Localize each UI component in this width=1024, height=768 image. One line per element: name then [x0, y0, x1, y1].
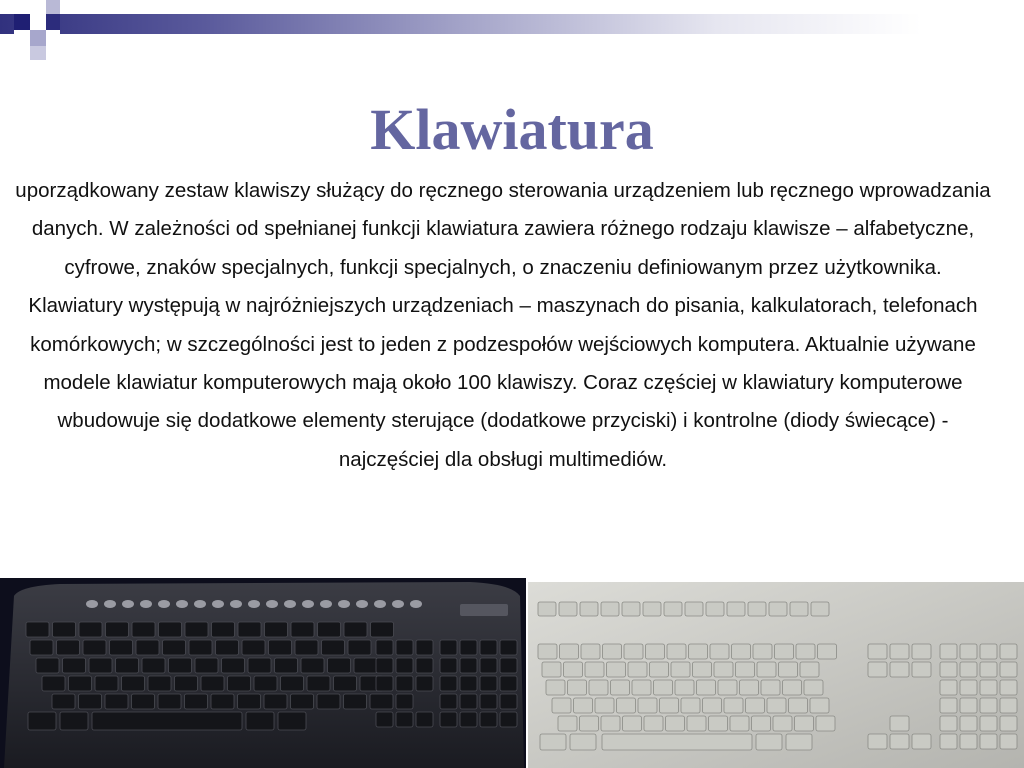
keyboard-key	[706, 602, 724, 616]
keyboard-key	[980, 716, 997, 731]
keyboard-key	[148, 676, 171, 691]
keyboard-key	[136, 640, 159, 655]
keyboard-key	[185, 694, 208, 709]
keyboard-key	[912, 734, 931, 749]
keyboard-key	[667, 644, 686, 659]
keyboard-key	[211, 694, 234, 709]
keyboard-key	[558, 716, 577, 731]
keyboard-key	[643, 602, 661, 616]
media-button	[176, 600, 188, 608]
keyboard-key	[440, 658, 457, 673]
keyboard-key	[732, 644, 751, 659]
keyboard-key	[480, 694, 497, 709]
keyboard-key	[132, 694, 155, 709]
keyboard-key	[106, 622, 129, 637]
keyboard-key	[786, 734, 812, 750]
keyboard-key	[132, 622, 155, 637]
keyboard-key	[500, 640, 517, 655]
media-button	[320, 600, 332, 608]
keyboard-key	[790, 602, 808, 616]
keyboard-key	[376, 712, 393, 727]
keyboard-key	[736, 662, 755, 677]
keyboard-key	[617, 698, 636, 713]
keyboard-key	[371, 622, 394, 637]
keyboard-key	[574, 698, 593, 713]
keyboard-key	[334, 676, 357, 691]
keyboard-key	[69, 676, 92, 691]
keyboard-key	[748, 602, 766, 616]
keyboard-key	[110, 640, 133, 655]
keyboard-key	[646, 644, 665, 659]
keyboard-key	[703, 698, 722, 713]
keyboard-key	[228, 676, 251, 691]
keyboard-key	[693, 662, 712, 677]
keyboard-key	[624, 644, 643, 659]
media-button	[194, 600, 206, 608]
keyboard-key	[201, 676, 224, 691]
keyboard-key	[238, 622, 261, 637]
keyboard-key	[559, 602, 577, 616]
keyboard-key	[269, 640, 292, 655]
keyboard-key	[538, 644, 557, 659]
keyboard-key	[540, 734, 566, 750]
keyboard-key	[775, 644, 794, 659]
keyboard-key	[546, 680, 565, 695]
keyboard-key	[376, 658, 393, 673]
black-keyboard-photo	[0, 578, 526, 768]
keyboard-key	[671, 662, 690, 677]
keyboard-key	[804, 680, 823, 695]
deco-square	[30, 0, 46, 14]
keyboard-key	[440, 712, 457, 727]
header-decoration	[0, 0, 1024, 64]
keyboard-key	[328, 658, 351, 673]
keyboard-key	[761, 680, 780, 695]
keyboard-key	[318, 622, 341, 637]
keyboard-key	[912, 644, 931, 659]
media-button	[392, 600, 404, 608]
keyboard-key	[580, 602, 598, 616]
keyboard-key	[1000, 698, 1017, 713]
keyboard-key	[63, 658, 86, 673]
media-button	[374, 600, 386, 608]
deco-square	[30, 30, 46, 46]
media-button	[230, 600, 242, 608]
keyboard-key	[757, 662, 776, 677]
keyboard-key	[697, 680, 716, 695]
keyboard-key	[460, 694, 477, 709]
keyboard-key	[912, 662, 931, 677]
keyboard-key	[890, 644, 909, 659]
keyboard-key	[868, 644, 887, 659]
keyboard-key	[601, 716, 620, 731]
keyboard-key	[57, 640, 80, 655]
white-keyboard-photo	[528, 582, 1024, 768]
slide-body	[8, 172, 998, 479]
keyboard-key	[611, 680, 630, 695]
media-button	[104, 600, 116, 608]
media-button	[338, 600, 350, 608]
keyboard-key	[83, 640, 106, 655]
keyboard-key	[440, 640, 457, 655]
keyboard-key	[79, 694, 102, 709]
keyboard-key	[710, 644, 729, 659]
keyboard-key	[307, 676, 330, 691]
keyboard-key	[500, 694, 517, 709]
media-button	[248, 600, 260, 608]
keyboard-key	[89, 658, 112, 673]
keyboard-key	[116, 658, 139, 673]
keyboard-key	[275, 658, 298, 673]
keyboard-key	[568, 680, 587, 695]
keyboard-key	[246, 712, 274, 730]
keyboard-key	[396, 712, 413, 727]
keyboard-key	[730, 716, 749, 731]
keyboard-key	[795, 716, 814, 731]
keyboard-key	[248, 658, 271, 673]
keyboard-key	[623, 716, 642, 731]
keyboard-key	[1000, 662, 1017, 677]
media-button	[158, 600, 170, 608]
keyboard-key	[727, 602, 745, 616]
keyboard-key	[890, 716, 909, 731]
keyboard-key	[940, 662, 957, 677]
slide-title: Klawiatura	[370, 97, 654, 162]
media-button	[86, 600, 98, 608]
keyboard-key	[254, 676, 277, 691]
keyboard-key	[53, 622, 76, 637]
keyboard-key	[416, 676, 433, 691]
keyboard-key	[440, 676, 457, 691]
keyboard-key	[92, 712, 242, 730]
keyboard-key	[396, 694, 413, 709]
keyboard-key	[291, 694, 314, 709]
keyboard-key	[26, 622, 49, 637]
keyboard-key	[660, 698, 679, 713]
keyboard-key	[552, 698, 571, 713]
keyboard-key	[376, 676, 393, 691]
keyboard-key	[416, 712, 433, 727]
keyboard-key	[709, 716, 728, 731]
keyboard-key	[222, 658, 245, 673]
keyboard-key	[595, 698, 614, 713]
keyboard-key	[281, 676, 304, 691]
deco-square	[30, 14, 46, 30]
keyboard-key	[370, 694, 393, 709]
keyboard-key	[789, 698, 808, 713]
keyboard-key	[601, 602, 619, 616]
media-button	[266, 600, 278, 608]
keyboard-key	[560, 644, 579, 659]
keyboard-key	[740, 680, 759, 695]
keyboard-key	[810, 698, 829, 713]
keyboard-key	[301, 658, 324, 673]
keyboard-key	[538, 602, 556, 616]
keyboard-key	[980, 698, 997, 713]
keyboard-key	[681, 698, 700, 713]
keyboard-key	[960, 644, 977, 659]
keyboard-key	[416, 640, 433, 655]
media-button	[212, 600, 224, 608]
keyboard-key	[460, 712, 477, 727]
keyboard-key	[890, 662, 909, 677]
keyboard-key	[344, 622, 367, 637]
keyboard-key	[800, 662, 819, 677]
keyboard-key	[783, 680, 802, 695]
keyboard-key	[460, 676, 477, 691]
keyboard-key	[79, 622, 102, 637]
keyboard-key	[589, 680, 608, 695]
keyboard-key	[396, 676, 413, 691]
keyboard-key	[960, 680, 977, 695]
keyboard-key	[185, 622, 208, 637]
keyboard-key	[30, 640, 53, 655]
keyboard-key	[212, 622, 235, 637]
keyboard-key	[644, 716, 663, 731]
keyboard-key	[291, 622, 314, 637]
keyboard-key	[632, 680, 651, 695]
keyboard-key	[1000, 734, 1017, 749]
keyboard-key	[163, 640, 186, 655]
keyboard-key	[542, 662, 561, 677]
keyboard-key	[1000, 716, 1017, 731]
keyboard-key	[396, 640, 413, 655]
keyboard-key	[960, 662, 977, 677]
keyboard-key	[940, 644, 957, 659]
keyboard-key	[216, 640, 239, 655]
keyboard-key	[460, 658, 477, 673]
deco-square	[14, 30, 30, 46]
keyboard-key	[354, 658, 377, 673]
keyboard-key	[52, 694, 75, 709]
keyboard-key	[175, 676, 198, 691]
keyboard-key	[940, 680, 957, 695]
keyboard-key	[265, 622, 288, 637]
keyboard-key	[348, 640, 371, 655]
keyboard-key	[1000, 680, 1017, 695]
body-paragraph: Klawiatury występują w najróżniejszych urządzeniach – maszynach do pisania, kalkulatorach, telefonach komórkowych; w szczególności jest to jeden z podzespołów wejściowych komputera. Aktualnie używane modele klawiatur komputerowych mają około 100 klawiszy. Coraz częściej w klawiatury komputerowe wbudowuje się dodatkowe elementy sterujące (dodatkowe przyciski) i kontrolne (diody świecące) - najczęściej dla obsługi multimediów.	[28, 294, 978, 471]
keyboard-key	[622, 602, 640, 616]
keyboard-key	[500, 676, 517, 691]
keyboard-key	[818, 644, 837, 659]
keyboard-key	[756, 734, 782, 750]
keyboard-key	[460, 640, 477, 655]
keyboard-key	[416, 658, 433, 673]
keyboard-key	[607, 662, 626, 677]
keyboard-key	[940, 698, 957, 713]
deco-square	[30, 46, 46, 60]
keyboard-key	[689, 644, 708, 659]
keyboard-key	[238, 694, 261, 709]
keyboard-key	[159, 622, 182, 637]
keyboard-key	[1000, 644, 1017, 659]
keyboard-key	[752, 716, 771, 731]
keyboard-key	[868, 734, 887, 749]
keyboard-key	[685, 602, 703, 616]
keyboard-key	[295, 640, 318, 655]
media-button	[356, 600, 368, 608]
keyboard-key	[42, 676, 65, 691]
keyboard-key	[480, 712, 497, 727]
keyboard-key	[344, 694, 367, 709]
keyboard-key	[890, 734, 909, 749]
keyboard-key	[769, 602, 787, 616]
keyboard-key	[480, 658, 497, 673]
keyboard-key	[980, 734, 997, 749]
keyboard-key	[60, 712, 88, 730]
keyboard-key	[580, 716, 599, 731]
keyboard-key	[675, 680, 694, 695]
deco-square	[46, 0, 60, 14]
keyboard-key	[440, 694, 457, 709]
keyboard-key	[779, 662, 798, 677]
keyboard-key	[767, 698, 786, 713]
keyboard-key	[868, 662, 887, 677]
keyboard-key	[960, 716, 977, 731]
keyboard-key	[638, 698, 657, 713]
keyboard-key	[980, 662, 997, 677]
keyboard-key	[570, 734, 596, 750]
keyboard-key	[796, 644, 815, 659]
keyboard-key	[105, 694, 128, 709]
keyboard-key	[602, 734, 752, 750]
keyboard-key	[581, 644, 600, 659]
keyboard-key	[585, 662, 604, 677]
keyboard-key	[664, 602, 682, 616]
keyboard-key	[480, 676, 497, 691]
keyboard-key	[718, 680, 737, 695]
keyboard-key	[603, 644, 622, 659]
keyboard-key	[960, 698, 977, 713]
keyboard-key	[169, 658, 192, 673]
keyboard-key	[189, 640, 212, 655]
keyboard-key	[564, 662, 583, 677]
keyboard-key	[264, 694, 287, 709]
keyboard-key	[666, 716, 685, 731]
keyboard-key	[753, 644, 772, 659]
keyboard-key	[28, 712, 56, 730]
keyboard-key	[773, 716, 792, 731]
keyboard-key	[714, 662, 733, 677]
gradient-bar	[0, 14, 1024, 34]
keyboard-key	[500, 712, 517, 727]
keyboard-key	[322, 640, 345, 655]
keyboard-key	[940, 716, 957, 731]
keyboard-key	[816, 716, 835, 731]
keyboard-key	[242, 640, 265, 655]
keyboard-key	[628, 662, 647, 677]
keyboard-key	[95, 676, 118, 691]
keyboard-key	[36, 658, 59, 673]
keyboard-key	[687, 716, 706, 731]
media-button	[122, 600, 134, 608]
keyboard-key	[811, 602, 829, 616]
keyboard-key	[142, 658, 165, 673]
deco-square	[14, 14, 30, 30]
keyboard-key	[980, 644, 997, 659]
keyboard-key	[396, 658, 413, 673]
body-paragraph: uporządkowany zestaw klawiszy służący do ręcznego sterowania urządzeniem lub ręcznego wprowadzania danych. W zależności od spełnianej funkcji klawiatura zawiera różnego rodzaju klawisze – alfabetyczne, cyfrowe, znaków specjalnych, funkcji specjalnych, o znaczeniu definiowanym przez użytkownika.	[15, 179, 991, 279]
keyboard-key	[195, 658, 218, 673]
deco-square	[60, 0, 76, 14]
deco-square	[46, 30, 60, 46]
media-button	[284, 600, 296, 608]
keyboard-key	[724, 698, 743, 713]
keyboard-key	[980, 680, 997, 695]
keyboard-key	[500, 658, 517, 673]
keyboard-key	[960, 734, 977, 749]
keyboard-key	[654, 680, 673, 695]
keyboard-key	[317, 694, 340, 709]
keyboard-key	[278, 712, 306, 730]
keyboard-key	[650, 662, 669, 677]
keyboard-key	[480, 640, 497, 655]
keyboard-key	[940, 734, 957, 749]
keyboard-key	[158, 694, 181, 709]
keyboard-key	[376, 640, 393, 655]
media-button	[302, 600, 314, 608]
keyboard-key	[122, 676, 145, 691]
keyboard-key	[746, 698, 765, 713]
deco-square	[46, 14, 60, 30]
media-button	[410, 600, 422, 608]
media-button	[140, 600, 152, 608]
